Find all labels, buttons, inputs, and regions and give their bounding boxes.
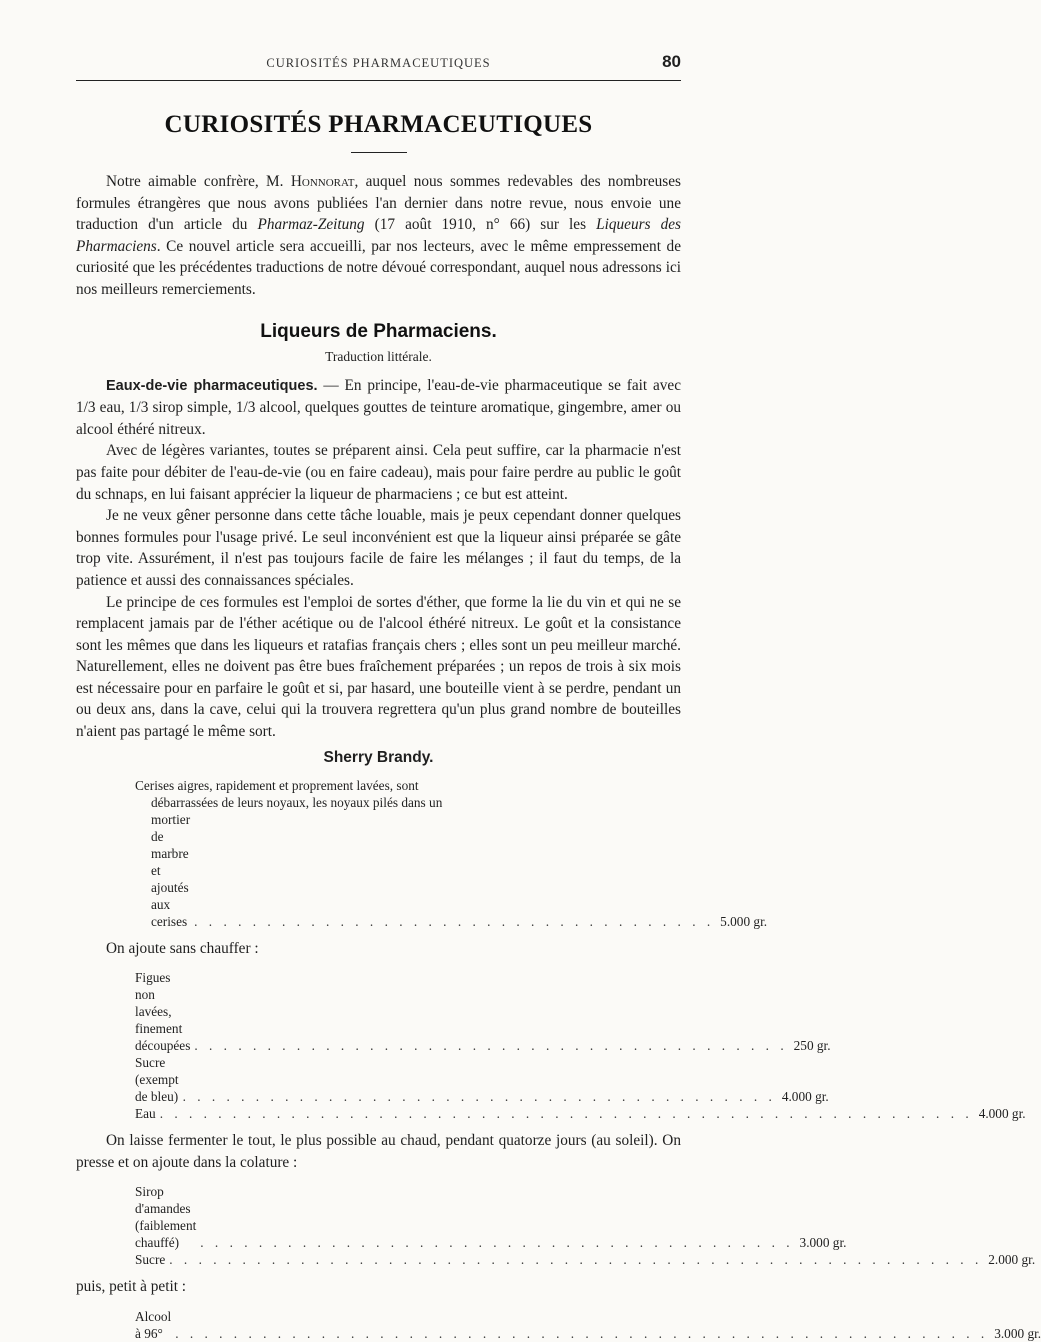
leader-dots: . . . . . . . . . . . . . . . . . . . . . . . . . . . . . . . . . . . . . . . . . . . . . . . . . . . . . . . .: [175, 1326, 989, 1342]
paragraph-3: Je ne veux gêner personne dans cette tâche louable, mais je peux cependant donner quelques bonnes formules pour l'usage privé. Le seul inconvénient est que la liqueur ainsi préparée se gâte trop vite. Assurément, il n'est pas toujours facile de faire les mélanges ; il faut du temps, de la patience et aussi des connaissances spéciales.: [76, 507, 681, 589]
recipe-step-3: puis, petit à petit :: [76, 1278, 187, 1296]
leader-dots: . . . . . . . . . . . . . . . . . . . . . . . . . . . . . . . . . . . . . . . . .: [182, 1089, 776, 1105]
cherries-qty: 5.000 gr.: [720, 913, 768, 929]
section-subtitle: Traduction littérale.: [325, 348, 432, 364]
running-title: CURIOSITÉS PHARMACEUTIQUES: [266, 56, 491, 70]
recipe-step-2: On laisse fermenter le tout, le plus possible au chaud, pendant quatorze jours (au soleil). On presse et on ajoute dans la colature :: [76, 1132, 681, 1171]
ingredient-row: [135, 1054, 829, 1105]
recipe-group-3: [135, 1308, 1041, 1342]
leader-dots: . . . . . . . . . . . . . . . . . . . . . . . . . . . . . . . . . . . . . . . . .: [200, 1235, 794, 1251]
recipe-step-1: On ajoute sans chauffer :: [106, 939, 259, 957]
paragraph-4: Le principe de ces formules est l'emploi de sortes d'éther, que forme la lie du vin et qui ne se remplacent jamais par de l'éther acétique ou de l'alcool éthéré nitreux. Le goût et la consistance sont les mêmes que dans les liqueurs et ratafias français chers ; elles sont un peu meilleur marché. Naturellement, elles ne doivent pas être bues fraîchement préparées ; un repos de trois à six mois est nécessaire pour en parfaire le goût et si, par hasard, une bouteille vient à se perdre, pendant un ou deux ans, dans la cave, celui qui la trouvera regrettera qu'un plus grand nombre de bouteilles n'aient pas partagé le même sort.: [76, 593, 681, 741]
ingredient-name: Sucre (exempt de bleu): [135, 1055, 179, 1105]
recipe-group-1: [135, 969, 1026, 1122]
intro-text-2: , auquel nous sommes redevables des nombreuses formules étrangères que nous avons publiées l'an dernier dans notre revue, nous envoie une traduction d'un article du: [76, 173, 681, 234]
leader-dots: . . . . . . . . . . . . . . . . . . . . . . . . . . . . . . . . . . . .: [194, 913, 715, 929]
recipe-cherries: [135, 777, 768, 930]
ingredient-name: Sirop d'amandes (faiblement chauffé): [135, 1184, 197, 1251]
intro-text-1: Notre aimable confrère, M.: [106, 173, 291, 190]
ingredient-qty: 2.000 gr.: [988, 1252, 1036, 1268]
ingredient-row: [135, 1183, 847, 1251]
leader-dots: . . . . . . . . . . . . . . . . . . . . . . . . . . . . . . . . . . . . . . . . .: [194, 1038, 788, 1054]
cherries-line-3: mortier de marbre et ajoutés aux cerises: [151, 811, 191, 929]
journal-name: Pharmaz-Zeitung: [257, 216, 365, 234]
paragraph-1-text: — En principe, l'eau-de-vie pharmaceutique se fait avec 1/3 eau, 1/3 sirop simple, 1/3 alcool, quelques gouttes de teinture aromatique, gingembre, amer ou alcool éthéré nitreux.: [76, 376, 681, 438]
page: [76, 50, 1041, 1342]
leader-dots: . . . . . . . . . . . . . . . . . . . . . . . . . . . . . . . . . . . . . . . . . . . . . . . . . . . . . . . .: [159, 1106, 973, 1122]
header-rule: [76, 80, 681, 81]
ingredient-qty: 4.000 gr.: [781, 1089, 829, 1105]
ingredient-row: [135, 1251, 1036, 1268]
main-title: CURIOSITÉS PHARMACEUTIQUES: [164, 111, 593, 138]
ingredient-qty: 3.000 gr.: [994, 1326, 1041, 1342]
page-number: 80: [662, 52, 681, 71]
ingredient-name: Eau: [135, 1106, 156, 1122]
intro-text-4: . Ce nouvel article sera accueilli, par nos lecteurs, avec le même empressement de curiosité que les précédentes traductions de notre dévoué correspondant, auquel nous adressons ici nos meilleurs remerciements.: [76, 237, 681, 298]
recipe-title: Sherry Brandy.: [323, 748, 434, 766]
running-head: [76, 50, 681, 78]
ingredient-row: [135, 969, 831, 1054]
title-rule: [351, 152, 407, 153]
section-title: Liqueurs de Pharmaciens.: [260, 320, 497, 342]
ingredient-qty: 4.000 gr.: [978, 1106, 1026, 1122]
paragraph-1-lead: Eaux-de-vie pharmaceutiques.: [106, 377, 318, 394]
ingredient-qty: 250 gr.: [793, 1038, 831, 1054]
ingredient-qty: 3.000 gr.: [799, 1235, 847, 1251]
ingredient-name: Alcool à 96°: [135, 1309, 172, 1342]
ingredient-name: Sucre: [135, 1252, 166, 1268]
intro-text-3: (17 août 1910, n° 66) sur les: [364, 216, 597, 234]
cherries-line-1: Cerises aigres, rapidement et proprement lavées, sont: [135, 777, 419, 793]
ingredient-row: [135, 1308, 1041, 1342]
cherries-line-2: débarrassées de leurs noyaux, les noyaux pilés dans un: [151, 794, 443, 810]
ingredient-name: Figues non lavées, finement découpées: [135, 970, 191, 1054]
paragraph-1: [76, 375, 681, 441]
leader-dots: . . . . . . . . . . . . . . . . . . . . . . . . . . . . . . . . . . . . . . . . . . . . . . . . . . . . . . . .: [169, 1252, 983, 1268]
article-name: Liqueurs des Pharmaciens: [76, 216, 681, 255]
paragraph-2: Avec de légères variantes, toutes se préparent ainsi. Cela peut suffire, car la pharmacie n'est pas faite pour débiter de l'eau-de-vie (ou en faire cadeau), mais pour faire perdre au public le goût du schnaps, en lui faisant apprécier la liqueur de pharmaciens ; ce but est atteint.: [76, 442, 681, 503]
author-name: Honnorat: [290, 173, 355, 190]
intro-paragraph: [76, 171, 681, 301]
recipe-group-2: [135, 1183, 1036, 1268]
ingredient-row: [135, 1105, 1026, 1122]
